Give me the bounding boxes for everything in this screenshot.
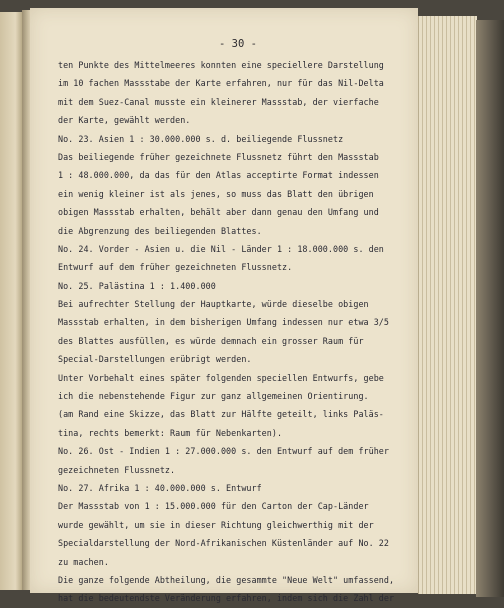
text-line: Specialdarstellung der Nord-Afrikanischen Küstenländer auf No. 22 — [58, 538, 389, 549]
text-line: Bei aufrechter Stellung der Hauptkarte, würde dieselbe obigen — [58, 299, 369, 310]
left-page-edge — [0, 12, 23, 590]
page-stack-edges — [418, 16, 477, 594]
text-line: Massstab erhalten, in dem bisherigen Umfang indessen nur etwa 3/5 — [58, 317, 389, 328]
text-line: 1 : 48.000.000, da das für den Atlas acceptirte Format indessen — [58, 170, 379, 181]
text-line: mit dem Suez-Canal musste ein kleinerer Massstab, der vierfache — [58, 96, 379, 107]
text-line: Der Massstab von 1 : 15.000.000 für den Carton der Cap-Länder — [58, 501, 369, 512]
text-line: No. 23. Asien 1 : 30.000.000 s. d. beiliegende Flussnetz — [58, 133, 344, 144]
page-number: - 30 - — [219, 38, 257, 50]
text-line: (am Rand eine Skizze, das Blatt zur Hälfte geteilt, links Paläs- — [58, 409, 384, 420]
text-line: im 10 fachen Massstabe der Karte erfahren, nur für das Nil-Delta — [58, 78, 384, 89]
text-line: Das beiliegende früher gezeichnete Flussnetz führt den Massstab — [58, 151, 379, 162]
text-line: zu machen. — [58, 556, 109, 567]
typewritten-text — [58, 56, 418, 608]
text-line: No. 26. Ost - Indien 1 : 27.000.000 s. den Entwurf auf dem früher — [58, 446, 389, 457]
text-line: der Karte, gewählt werden. — [58, 115, 191, 126]
text-line: tina, rechts bemerkt: Raum für Nebenkarten). — [58, 427, 283, 438]
text-line: hat die bedeutendste Veränderung erfahren, indem sich die Zahl der — [58, 593, 395, 604]
page-stack-shadow — [476, 20, 504, 597]
text-line: ein wenig kleiner ist als jenes, so muss das Blatt den übrigen — [58, 188, 374, 199]
document-page — [30, 8, 418, 604]
text-line: No. 27. Afrika 1 : 40.000.000 s. Entwurf — [58, 482, 262, 493]
text-line: Unter Vorbehalt eines später folgenden speciellen Entwurfs, gebe — [58, 372, 384, 383]
text-line: Die ganze folgende Abtheilung, die gesammte "Neue Welt" umfassend, — [58, 574, 395, 585]
text-line: Entwurf auf dem früher gezeichneten Flussnetz. — [58, 262, 293, 273]
text-line: Special-Darstellungen erübrigt werden. — [58, 354, 252, 365]
text-line: gezeichneten Flussnetz. — [58, 464, 176, 475]
text-line: No. 24. Vorder - Asien u. die Nil - Länder 1 : 18.000.000 s. den — [58, 243, 384, 254]
text-line: obigen Massstab erhalten, behält aber dann genau den Umfang und — [58, 207, 379, 218]
text-line: ich die nebenstehende Figur zur ganz allgemeinen Orientirung. — [58, 391, 369, 402]
text-line: ten Punkte des Mittelmeeres konnten eine speciellere Darstellung — [58, 60, 384, 70]
text-line: die Abgrenzung des beiliegenden Blattes. — [58, 225, 262, 236]
text-line: No. 25. Palästina 1 : 1.400.000 — [58, 280, 216, 291]
book-spine — [22, 10, 30, 590]
text-line: wurde gewählt, um sie in dieser Richtung gleichwerthig mit der — [58, 519, 374, 530]
text-line: des Blattes ausfüllen, es würde demnach ein grosser Raum für — [58, 335, 364, 346]
